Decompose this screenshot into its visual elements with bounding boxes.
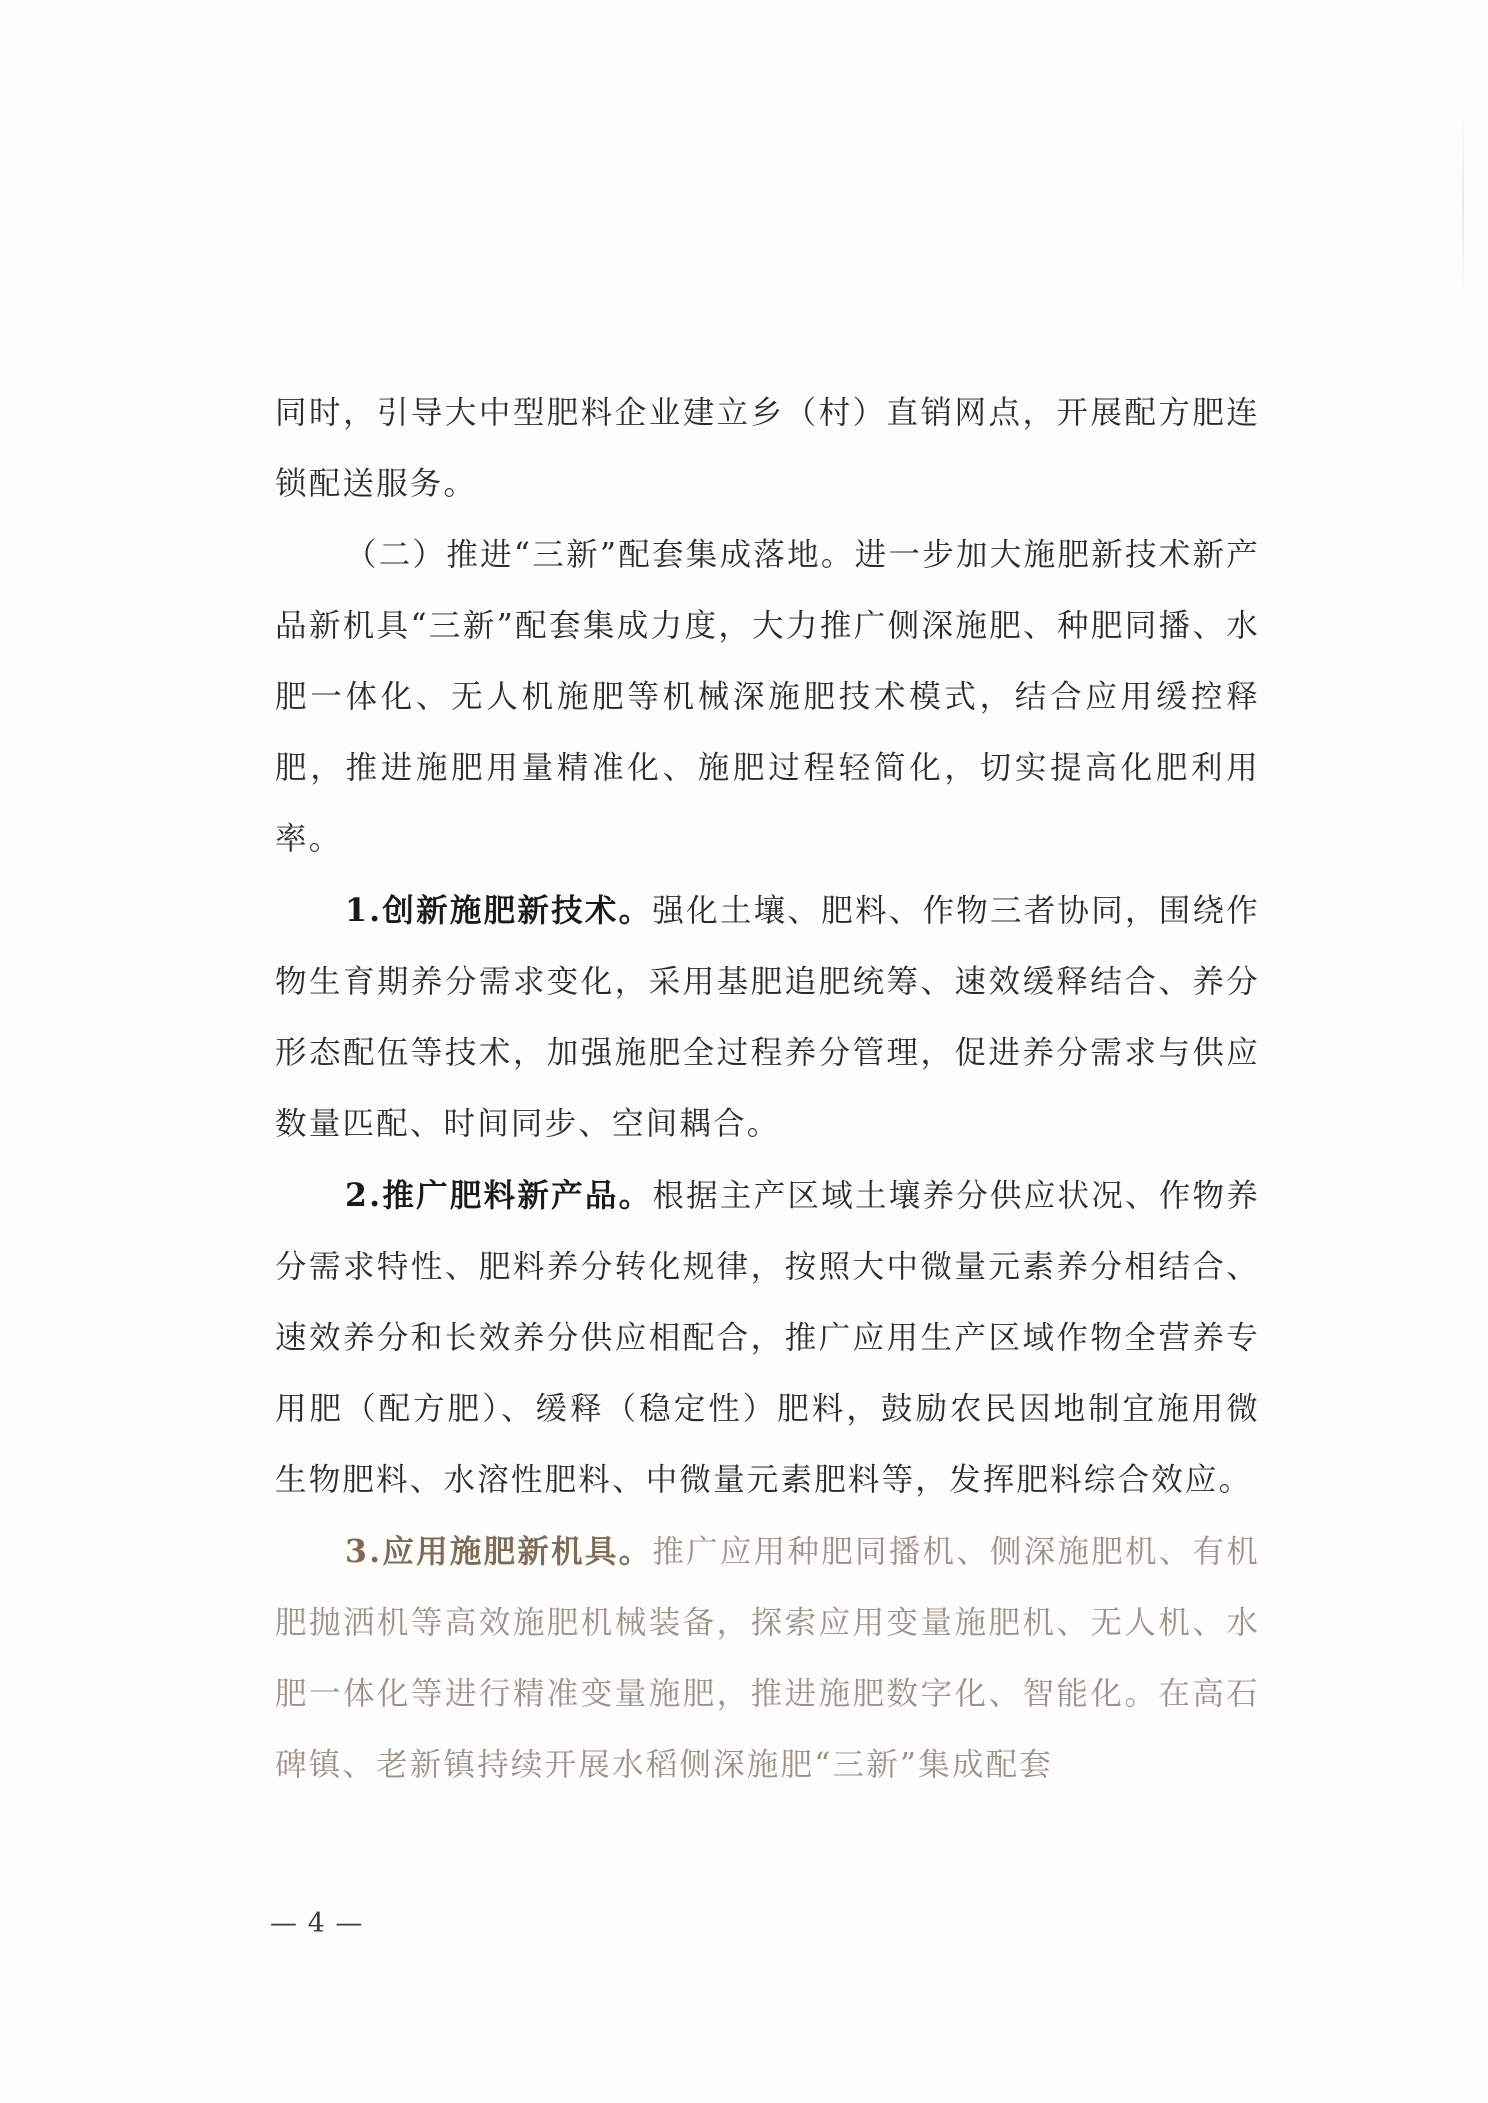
paragraph-item-2 bbox=[275, 1160, 1260, 1516]
paragraph-text: 强化土壤、肥料、作物三者协同，围绕作物生育期养分需求变化，采用基肥追肥统筹、速效缓释结合、养分形态配伍等技术，加强施肥全过程养分管理，促进养分需求与供应数量匹配、时间同步、空间耦合。 bbox=[275, 893, 1260, 1142]
page-number: — 4 — bbox=[270, 1908, 364, 1939]
paragraph-text: （二）推进“三新”配套集成落地。进一步加大施肥新技术新产品新机具“三新”配套集成力度，大力推广侧深施肥、种肥同播、水肥一体化、无人机施肥等机械深施肥技术模式，结合应用缓控释肥，推进施肥用量精准化、施肥过程轻简化，切实提高化肥利用率。 bbox=[275, 537, 1260, 857]
paragraph-heading: 3.应用施肥新机具。 bbox=[345, 1533, 653, 1570]
paragraph-heading: 2.推广肥料新产品。 bbox=[345, 1177, 653, 1214]
paragraph-item-3 bbox=[275, 1516, 1260, 1801]
paragraph-item-1 bbox=[275, 875, 1260, 1160]
paragraph-section-two bbox=[275, 520, 1260, 875]
paragraph-text: 同时，引导大中型肥料企业建立乡（村）直销网点，开展配方肥连锁配送服务。 bbox=[275, 395, 1260, 502]
paragraph-heading: 1.创新施肥新技术。 bbox=[345, 892, 653, 929]
scan-edge-mark bbox=[1462, 110, 1464, 300]
paragraph-continuation bbox=[275, 378, 1260, 520]
paragraph-text: 根据主产区域土壤养分供应状况、作物养分需求特性、肥料养分转化规律，按照大中微量元素养分相结合、速效养分和长效养分供应相配合，推广应用生产区域作物全营养专用肥（配方肥）、缓释（稳定性）肥料，鼓励农民因地制宜施用微生物肥料、水溶性肥料、中微量元素肥料等，发挥肥料综合效应。 bbox=[275, 1178, 1260, 1498]
paragraph-text: 推广应用种肥同播机、侧深施肥机、有机肥抛洒机等高效施肥机械装备，探索应用变量施肥机、无人机、水肥一体化等进行精准变量施肥，推进施肥数字化、智能化。在高石碑镇、老新镇持续开展水稻侧深施肥“三新”集成配套 bbox=[275, 1534, 1260, 1783]
body-text bbox=[275, 378, 1260, 1801]
